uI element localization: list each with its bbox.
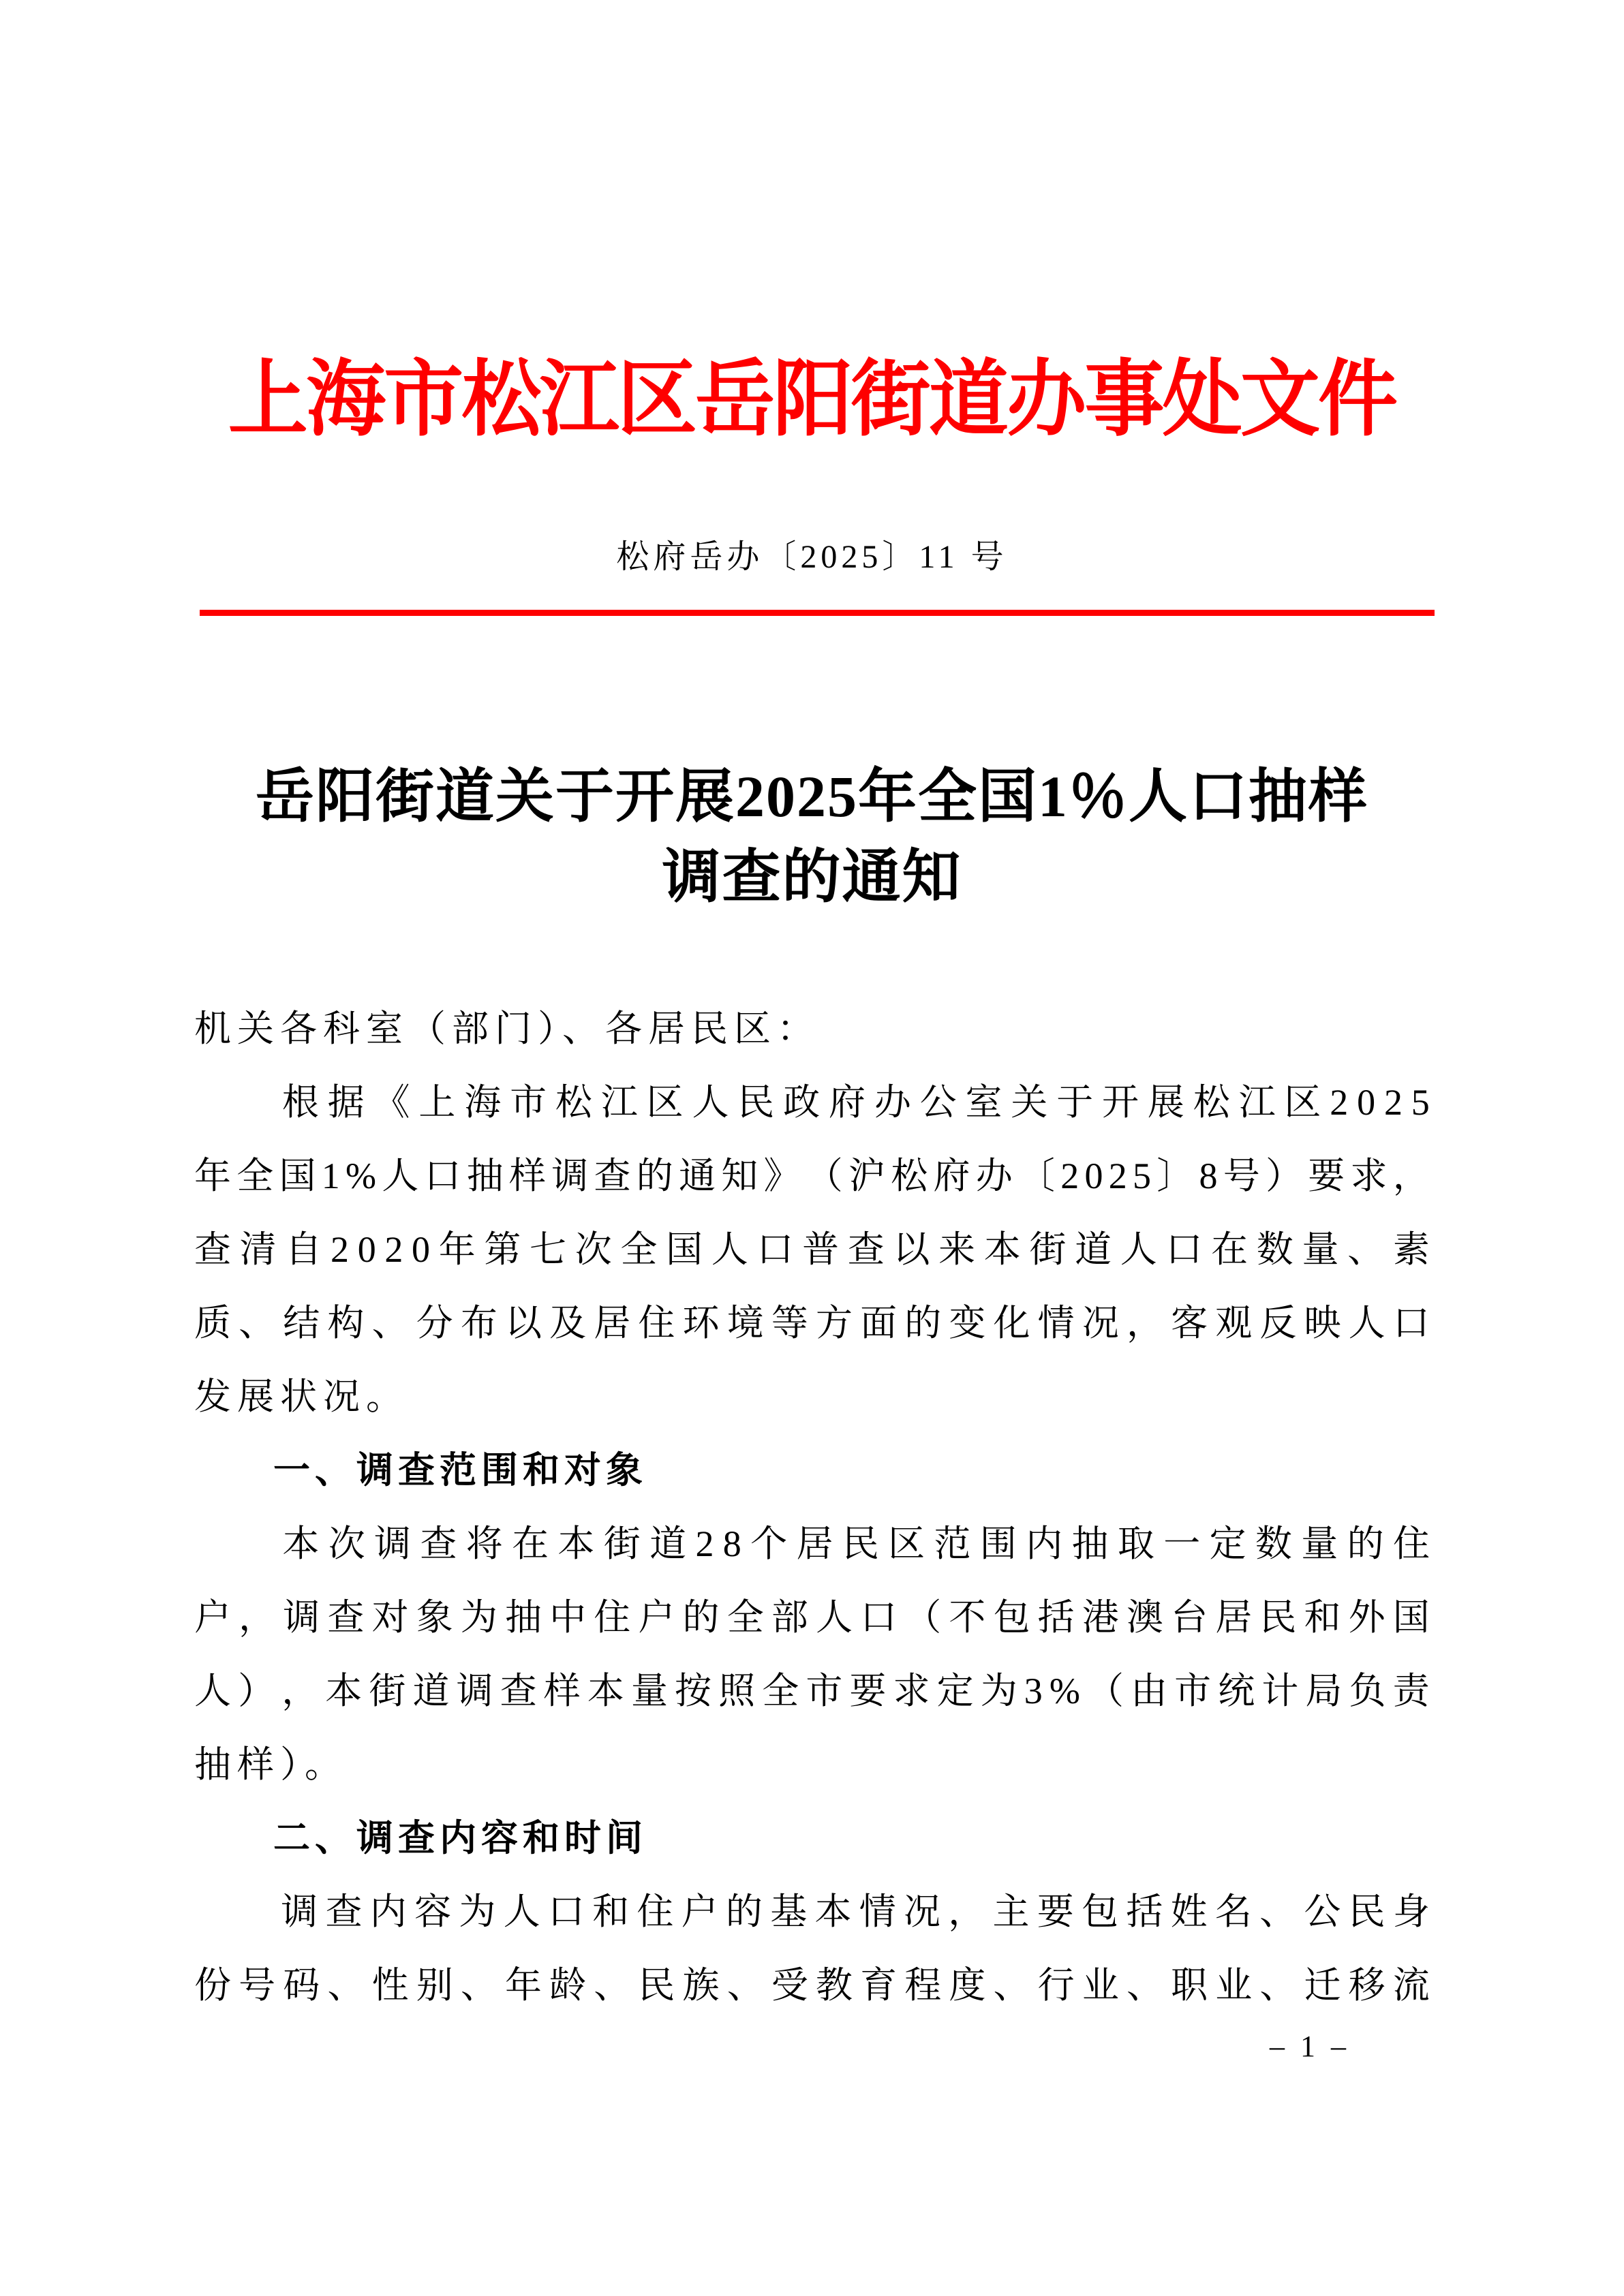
- section-heading-1: 一、调查范围和对象: [273, 1450, 647, 1491]
- body-line: 调 查 内 容 为 人 口 和 住 户 的 基 本 情 况 ， 主 要 包 括 姓 名 、 公 民 身: [194, 1875, 1430, 1949]
- body-line: 抽样）。: [194, 1744, 348, 1785]
- paragraph-indent: [194, 1875, 273, 1949]
- page-number: – 1 –: [1270, 2030, 1350, 2063]
- document-title: [194, 756, 1430, 917]
- body-line: 质 、 结 构 、 分 布 以 及 居 住 环 境 等 方 面 的 变 化 情 况 ， 客 观 反 映 人 口: [194, 1303, 1430, 1344]
- body-line-salutation: 机关各科室（部门）、各居民区：: [194, 1008, 820, 1049]
- section-heading-2: 二、调查内容和时间: [273, 1818, 647, 1859]
- body-line: 人 ） ， 本 街 道 调 查 样 本 量 按 照 全 市 要 求 定 为 3 % （ 由 市 统 计 局 负 责: [194, 1671, 1430, 1711]
- paragraph-indent: [194, 1066, 273, 1139]
- document-header-title: 上海市松江区岳阳街道办事处文件: [228, 354, 1396, 446]
- document-title-line2: 调查的通知: [662, 844, 962, 910]
- document-number: 松府岳办〔2025〕11 号: [616, 539, 1008, 575]
- paragraph-indent: [194, 1507, 273, 1581]
- body-line: 年 全 国 1 % 人 口 抽 样 调 查 的 通 知 》 （ 沪 松 府 办 〔 2 0 2 5 〕 8 号 ） 要 求 ，: [194, 1155, 1430, 1196]
- body-line: 本 次 调 查 将 在 本 街 道 2 8 个 居 民 区 范 围 内 抽 取 一 定 数 量 的 住: [194, 1507, 1430, 1581]
- document-body: [194, 992, 1430, 2022]
- document-title-line1: 岳阳街道关于开展2025年全国1％人口抽样: [256, 764, 1368, 829]
- body-line: 查 清 自 2 0 2 0 年 第 七 次 全 国 人 口 普 查 以 来 本 街 道 人 口 在 数 量 、 素: [194, 1229, 1430, 1270]
- body-line: 户 ， 调 查 对 象 为 抽 中 住 户 的 全 部 人 口 （ 不 包 括 港 澳 台 居 民 和 外 国: [194, 1597, 1430, 1638]
- body-line: 根 据 《 上 海 市 松 江 区 人 民 政 府 办 公 室 关 于 开 展 松 江 区 2 0 2 5: [194, 1066, 1430, 1139]
- body-line: 份 号 码 、 性 别 、 年 龄 、 民 族 、 受 教 育 程 度 、 行 业 、 职 业 、 迁 移 流: [194, 1965, 1430, 2006]
- body-line: 发展状况。: [194, 1376, 409, 1417]
- header-divider-line: [200, 610, 1435, 616]
